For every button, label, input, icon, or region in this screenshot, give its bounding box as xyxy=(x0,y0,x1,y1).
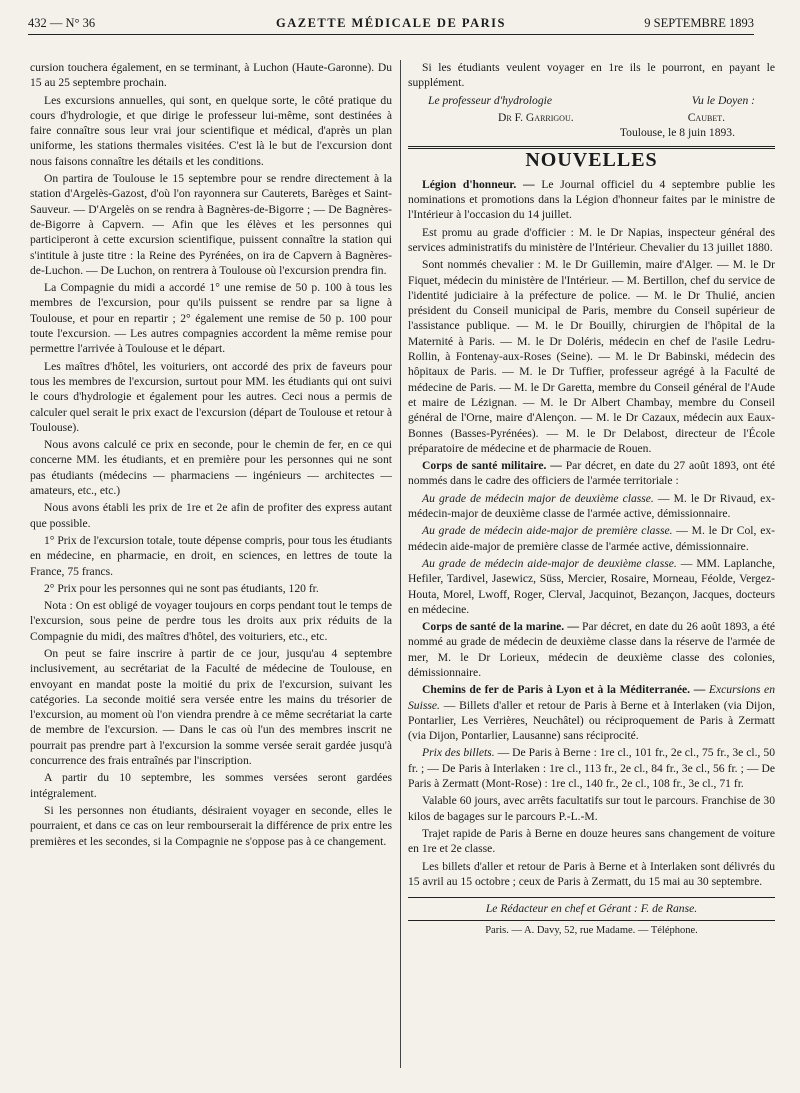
paragraph: Nous avons établi les prix de 1re et 2e afin de profiter des express autant que possible. xyxy=(30,501,392,530)
news-item xyxy=(408,859,775,890)
news-item-text: — MM. Laplanche, Hefiler, Tardivel, Jasewicz, Süss, Mercier, Rosaire, Morneau, Féolde, Vergez-Houta, Morel, Lwoff, Roger, Clerval, Jacquinot, Bezançon, Jacques, docteurs en médecine. xyxy=(408,556,775,616)
news-item xyxy=(408,556,775,617)
signature-title-left: Le professeur d'hydrologie xyxy=(428,93,552,107)
news-item xyxy=(408,225,775,256)
paragraph: Si les étudiants veulent voyager en 1re ils le pourront, en payant le supplément. xyxy=(408,61,775,90)
paragraph: Nota : On est obligé de voyager toujours en corps pendant tout le temps de l'excursion, sous peine de perdre tous les droits aux prix réduits de la Compagnie du midi, des maîtres d'hôtel, des voituriers, etc., etc. xyxy=(30,599,392,643)
news-item-text: Est promu au grade d'officier : M. le Dr Napias, inspecteur général des services administratifs du ministère de l'Intérieur. Chevalier du 13 juillet 1880. xyxy=(408,225,775,254)
news-item-text: — M. le Dr Col, ex-médecin aide-major de première classe de l'armée active, démissionnaire. xyxy=(408,524,775,553)
news-item xyxy=(408,458,775,489)
paragraph: Les excursions annuelles, qui sont, en quelque sorte, le côté pratique du cours d'hydrologie, et que dirige le professeur lui-même, sont destinées à faire connaître sous leur vrai jour scientifique et médical, d'après un plan uniforme, les stations thermales visitées. C'est là le but de l'excursion dont nous faisons connaître les détails et les conditions. xyxy=(30,93,392,168)
signature-title-right: Vu le Doyen : xyxy=(691,93,755,107)
news-item-text: Sont nommés chevalier : M. le Dr Guillemin, maire d'Alger. — M. le Dr Fiquet, médecin du ministère de l'Intérieur. — M. Bertillon, chef du service de l'identité judiciaire à la préfecture de police. — M. le Dr Thulié, ancien président du Conseil municipal de Paris, membre du Conseil supérieur de l'assistance publique. — M. le Dr Bouilly, chirurgien de l'hôpital de la Maternité à Paris. — M. le Dr Doléris, médecin en chef de l'asile Ledru-Rollin, à Fontenay-aux-Roses (Seine). — M. le Dr Babinski, médecin des hôpitaux de Paris. — M. le Dr Tuffier, professeur agrégé à la Faculté de médecine de Paris. — M. le Dr Garetta, membre du Conseil général de l'Aude et maire de Lézignan. — M. le Dr Albert Chambay, membre du Conseil général de l'Orne, maire d'Alençon. — M. le Dr Cazaux, médecin aux Eaux-Bonnes (Basses-Pyrénées). — M. le Dr Delabost, directeur de l'École préparatoire de médecine et de pharmacie de Rouen. xyxy=(408,258,775,455)
news-item xyxy=(408,257,775,456)
printer-line: Paris. — A. Davy, 52, rue Madame. — Téléphone. xyxy=(408,920,775,938)
footer-rule xyxy=(408,897,775,898)
news-item-text: — Billets d'aller et retour de Paris à Berne et à Interlaken (via Dijon, Pontarlier, Les Verrières, Neuchâtel) ou réciproquement de Paris à Zermatt (via Dijon, Pontarlier, Lausanne) sans réciprocité. xyxy=(408,698,775,743)
issue-date: 9 SEPTEMBRE 1893 xyxy=(644,16,754,30)
news-item xyxy=(408,826,775,857)
news-item xyxy=(408,523,775,554)
page-header xyxy=(28,14,754,35)
signature-name-left: Dr F. Garrigou. xyxy=(498,110,574,124)
news-item-heading: Corps de santé militaire. — xyxy=(422,459,562,473)
paragraph: La Compagnie du midi a accordé 1° une remise de 50 p. 100 à tous les membres de l'excursion, pour qu'ils puissent se rendre par sa ligne à Toulouse, et pour en repartir ; 2° également une remise de 50 p. 100 pour toute l'excursion. — Les autres compagnies accordent la même remise pour permettre l'arrivée à Toulouse et le départ. xyxy=(30,281,392,356)
paragraph: Les maîtres d'hôtel, les voituriers, ont accordé des prix de faveurs pour tous les membres de l'excursion, surtout pour MM. les étudiants qui ont suivi le cours d'hydrologie et également pour les autres. Ceci nous a permis de calculer quel serait le prix exact de l'excursion (départ de Toulouse et retour à Toulouse). xyxy=(30,359,392,434)
paragraph: 1° Prix de l'excursion totale, toute dépense compris, pour tous les étudiants en médecine, en pharmacie, en droit, en sciences, en lettres de toute la France, 75 francs. xyxy=(30,533,392,578)
news-item-text: — De Paris à Berne : 1re cl., 101 fr., 2e cl., 75 fr., 3e cl., 50 fr. ; — De Paris à Interlaken : 1re cl., 113 fr., 2e cl., 84 fr., 3e cl., 56 fr. ; — De Paris à Zermatt (Mont-Rose) : 1re cl., 140 fr., 2e cl., 108 fr., 3e cl., 71 fr. xyxy=(408,746,776,791)
news-item-heading: Chemins de fer de Paris à Lyon et à la Méditerranée. — xyxy=(422,683,706,697)
section-title: NOUVELLES xyxy=(525,149,658,172)
news-item-subheading: Au grade de médecin major de deuxième classe. xyxy=(422,491,654,505)
news-item xyxy=(408,491,775,522)
news-item xyxy=(408,177,775,223)
news-item-text: — M. le Dr Rivaud, ex-médecin-major de deuxième classe de l'armée active, démissionnaire. xyxy=(408,491,775,521)
signature-names xyxy=(408,110,775,125)
news-item-text: Le Journal officiel du 4 septembre publie les nominations et promotions dans la Légion d'honneur faites par le ministre de l'Intérieur à l'occasion du 14 juillet. xyxy=(408,177,775,222)
paragraph: cursion touchera également, en se terminant, à Luchon (Haute-Garonne). Du 15 au 25 septembre prochain. xyxy=(30,61,392,90)
news-item-subheading: Au grade de médecin aide-major de première classe. xyxy=(422,524,673,538)
page-number: 432 — N° 36 xyxy=(28,16,96,30)
news-list xyxy=(408,177,775,889)
news-item xyxy=(408,745,775,791)
right-column xyxy=(408,60,775,939)
signature-name-right: Caubet. xyxy=(687,110,725,124)
paragraph: 2° Prix pour les personnes qui ne sont pas étudiants, 120 fr. xyxy=(44,581,319,595)
signature-titles xyxy=(408,93,775,108)
left-column xyxy=(30,60,392,851)
dateline: Toulouse, le 8 juin 1893. xyxy=(619,126,735,140)
paragraph: On partira de Toulouse le 15 septembre pour se rendre directement à la station d'Argelès-Gazost, d'où l'on rayonnera sur Cauterets, Barèges et Saint-Sauveur. — D'Argelès on se rendra à Bagnères-de-Bigorre ; — De Bagnères-de-Bigorre à Capvern. — Afin que les élèves et les personnes qui participeront à cette excursion scientifique, puissent connaître la station qui s'intitule à juste titre : la Reine des Pyrénées, on ira de Capvern à Bagnères-de-Luchon. — De Luchon, on rentrera à Toulouse où l'excursion prendra fin. xyxy=(30,172,392,277)
journal-title: GAZETTE MÉDICALE DE PARIS xyxy=(275,16,506,30)
news-item-heading: Corps de santé de la marine. — xyxy=(422,620,579,634)
editor-line: Le Rédacteur en chef et Gérant : F. de Ranse. xyxy=(485,902,698,916)
news-item xyxy=(408,793,775,824)
column-divider xyxy=(400,60,401,1068)
paragraph: A partir du 10 septembre, les sommes versées seront gardées intégralement. xyxy=(30,771,392,800)
news-item xyxy=(408,682,775,743)
paragraph: Nous avons calculé ce prix en seconde, pour le chemin de fer, en ce qui concerne MM. les étudiants, et en première pour les personnes qui ne sont pas étudiants (médecins — pharmaciens — ingénieurs — architectes — amateurs, etc., etc.) xyxy=(30,438,392,498)
news-item-subheading: Prix des billets. xyxy=(422,746,495,760)
news-item-text: Par décret, en date du 26 août 1893, a été nommé au grade de médecin de deuxième classe dans la réserve de l'armée de mer, M. le Dr Lorieux, médecin de deuxième classe des colonies, démissionnaire. xyxy=(408,620,775,679)
news-item-subheading: Excursions en Suisse. xyxy=(408,683,775,712)
paragraph: Si les personnes non étudiants, désiraient voyager en seconde, elles le pourraient, et dans ce cas on leur rembourserait la différence de prix entre les premières et les secondes, si la Compagnie ne s'oppose pas à ce changement. xyxy=(30,803,392,848)
news-item-subheading: Au grade de médecin aide-major de deuxième classe. xyxy=(422,556,677,570)
news-item-heading: Légion d'honneur. — xyxy=(422,177,535,191)
news-item xyxy=(408,619,775,680)
news-item-text: Les billets d'aller et retour de Paris à Berne et à Interlaken sont délivrés du 15 avril au 15 octobre ; ceux de Paris à Zermatt, du 15 mai au 30 septembre. xyxy=(408,859,775,888)
news-item-text: Valable 60 jours, avec arrêts facultatifs sur tout le parcours. Franchise de 30 kilos de bagages sur le parcours P.-L.-M. xyxy=(408,794,775,823)
news-item-text: Trajet rapide de Paris à Berne en douze heures sans changement de voiture en 1re et 2e classe. xyxy=(408,826,775,856)
news-item-text: Par décret, en date du 27 août 1893, ont été nommés dans le cadre des officiers de l'armée territoriale : xyxy=(408,459,775,488)
paragraph: On peut se faire inscrire à partir de ce jour, jusqu'au 4 septembre inclusivement, au secrétariat de la Faculté de médecine de Toulouse, en envoyant en mandat poste la moitié du prix de l'excursion, suivant les catégories. La seconde moitié sera versée entre les mains du trésorier de l'excursion, au moment où l'on viendra prendre à ce même secrétariat la carte de membre de l'excursion. — Dans le cas où l'un des membres inscrit ne pourrait pas prendre part à l'excursion la somme versée serait gardée jusqu'à concurrence des frais entraînés par l'inscription. xyxy=(30,646,392,768)
